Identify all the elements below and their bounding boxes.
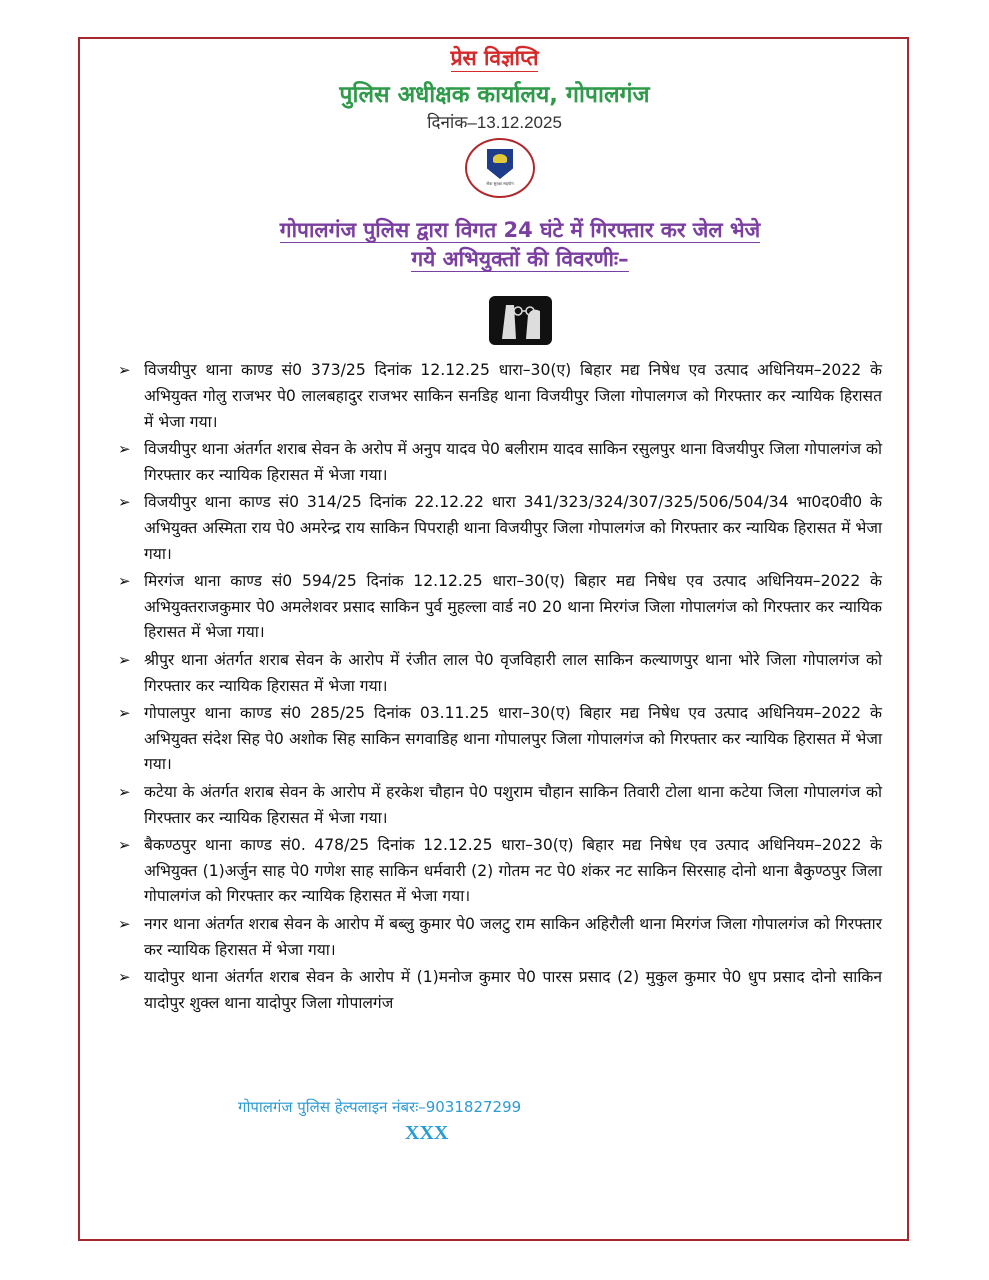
arrest-list: [118, 358, 882, 1018]
item-text: यादोपुर थाना अंतर्गत शराब सेवन के आरोप में (1)मनोज कुमार पे0 पारस प्रसाद (2) मुकुल कुमार पे0 धुप प्रसाद दोनो साकिन यादोपुर शुक्ल थाना यादोपुर जिला गोपालगंज: [144, 967, 882, 1012]
handcuffs-icon: [489, 296, 552, 345]
office-heading: पुलिस अधीक्षक कार्यालय, गोपालगंज: [339, 82, 650, 108]
item-text: नगर थाना अंतर्गत शराब सेवन के आरोप में बब्लु कुमार पे0 जलटु राम साकिन अहिरौली थाना मिरगंज जिला गोपालगंज को गिरफ्तार कर न्यायिक हिरासत में भेजा गया।: [144, 914, 882, 959]
press-release-heading: [0, 44, 989, 72]
document-title: [150, 216, 890, 274]
arrow-bullet-icon: ➢: [118, 835, 131, 854]
arrow-bullet-icon: ➢: [118, 439, 131, 458]
title-line-1: गोपालगंज पुलिस द्वारा विगत 24 घंटे में गिरफ्तार कर जेल भेजे: [279, 218, 761, 242]
title-line-2: गये अभियुक्तों की विवरणीः–: [411, 247, 629, 271]
list-item: [118, 965, 882, 1017]
press-release-text: प्रेस विज्ञप्ति: [450, 46, 539, 70]
helpline-number: गोपालगंज पुलिस हेल्पलाइन नंबरः–9031827299: [238, 1098, 522, 1116]
list-item: [118, 437, 882, 489]
list-item: [118, 701, 882, 778]
arrow-bullet-icon: ➢: [118, 782, 131, 801]
item-text: श्रीपुर थाना अंतर्गत शराब सेवन के आरोप में रंजीत लाल पे0 वृजविहारी लाल साकिन कल्याणपुर थाना भोरे जिला गोपालगंज को गिरफ्तार कर न्यायिक हिरासत में भेजा गया।: [144, 650, 882, 695]
list-item: [118, 912, 882, 964]
item-text: विजयीपुर थाना काण्ड सं0 314/25 दिनांक 22.12.22 धारा 341/323/324/307/325/506/504/34 भा0द0वी0 के अभियुक्त अस्मिता राय पे0 अमरेन्द्र राय साकिन पिपराही थाना विजयीपुर जिला गोपालगंज को गिरफ्तार कर न्यायिक हिरासत में भेजा गया।: [144, 492, 882, 563]
list-item: [118, 490, 882, 567]
list-item: [118, 780, 882, 832]
arrow-bullet-icon: ➢: [118, 361, 131, 379]
list-item: [118, 648, 882, 700]
item-text: बैकण्ठपुर थाना काण्ड सं0. 478/25 दिनांक 12.12.25 धारा–30(ए) बिहार मद्य निषेध एव उत्पाद अधिनियम–2022 के अभियुक्त (1)अर्जुन साह पे0 गणेश साह साकिन धर्मवारी (2) गोतम नट पे0 शंकर नट साकिन सिरसाह दोनो थाना बैकुण्ठपुर जिला गोपालगंज को गिरफ्तार कर न्यायिक हिरासत में भेजा गया।: [144, 835, 882, 906]
item-text: विजयीपुर थाना काण्ड सं0 373/25 दिनांक 12.12.25 धारा–30(ए) बिहार मद्य निषेध एव उत्पाद अधिनियम–2022 के अभियुक्त गोलु राजभर पे0 लालबहादुर राजभर साकिन सनडिह थाना विजयीपुर जिला गोपालगज को गिरफ्तार कर न्यायिक हिरासत में भेजा गया।: [144, 361, 882, 431]
arrow-bullet-icon: ➢: [118, 492, 131, 511]
release-date: दिनांक–13.12.2025: [427, 113, 562, 132]
arrow-bullet-icon: ➢: [118, 703, 131, 722]
list-item: [118, 569, 882, 646]
list-item: [118, 833, 882, 910]
item-text: विजयीपुर थाना अंतर्गत शराब सेवन के अरोप में अनुप यादव पे0 बलीराम यादव साकिन रसुलपुर थाना विजयीपुर जिला गोपालगंज को गिरफ्तार कर न्यायिक हिरासत में भेजा गया।: [144, 439, 882, 484]
arrow-bullet-icon: ➢: [118, 914, 131, 933]
emblem-motto: सेवा सुरक्षा सहयोग: [486, 181, 514, 186]
arrow-bullet-icon: ➢: [118, 967, 131, 986]
shield-icon: [487, 149, 513, 179]
item-text: कटेया के अंतर्गत शराब सेवन के आरोप में हरकेश चौहान पे0 पशुराम चौहान साकिन तिवारी टोला थाना कटेया जिला गोपालगंज को गिरफ्तार कर न्यायिक हिरासत में भेजा गया।: [144, 782, 882, 827]
item-text: गोपालपुर थाना काण्ड सं0 285/25 दिनांक 03.11.25 धारा–30(ए) बिहार मद्य निषेध एव उत्पाद अधिनियम–2022 के अभियुक्त संदेश सिह पे0 अशोक सिह साकिन सगवाडिह थाना गोपालपुर जिला गोपालगंज को गिरफ्तार कर न्यायिक हिरासत में भेजा गया।: [144, 703, 882, 774]
handcuffs-graphic: [496, 301, 546, 341]
list-item: [118, 358, 882, 435]
arrow-bullet-icon: ➢: [118, 650, 131, 669]
end-mark: XXX: [405, 1122, 449, 1144]
bihar-police-emblem: [465, 138, 535, 198]
arrow-bullet-icon: ➢: [118, 571, 131, 590]
item-text: मिरगंज थाना काण्ड सं0 594/25 दिनांक 12.12.25 धारा–30(ए) बिहार मद्य निषेध एव उत्पाद अधिनियम–2022 के अभियुक्तराजकुमार पे0 अमलेशवर प्रसाद साकिन पुर्व मुहल्ला वार्ड न0 20 थाना मिरगंज जिला गोपालगंज को गिरफ्तार कर न्यायिक हिरासत में भेजा गया।: [144, 571, 882, 642]
